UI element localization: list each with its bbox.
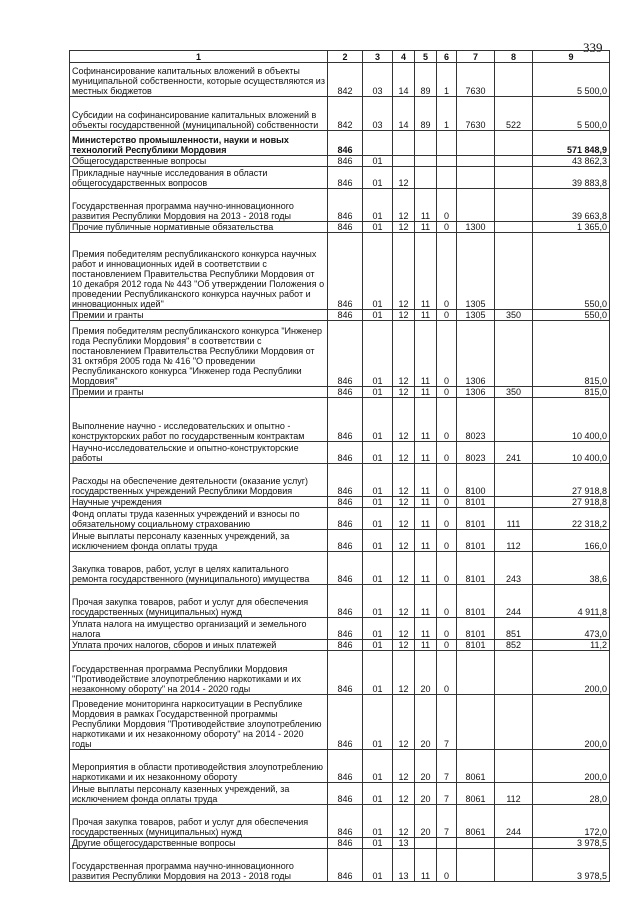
row-description: Софинансирование капитальных вложений в объекты муниципальной собственности, которые осуществляются из местных бюджетов: [70, 63, 328, 97]
subsection-code: 12: [393, 167, 415, 189]
subprogram-code: 0: [437, 398, 457, 442]
expense-type-code: [495, 131, 533, 156]
chapter-code: 846: [328, 497, 363, 508]
subprogram-code: 7: [437, 695, 457, 750]
table-row: [70, 233, 610, 310]
subprogram-code: 0: [437, 640, 457, 651]
article-code: 8101: [457, 530, 495, 552]
subprogram-code: 7: [437, 783, 457, 805]
table-row: [70, 750, 610, 783]
amount: 571 848,9: [533, 131, 610, 156]
subsection-code: 13: [393, 838, 415, 849]
row-description: Иные выплаты персоналу казенных учреждений, за исключением фонда оплаты труда: [70, 530, 328, 552]
article-code: 8100: [457, 464, 495, 497]
chapter-code: 846: [328, 233, 363, 310]
article-code: [457, 167, 495, 189]
program-code: 89: [415, 97, 437, 131]
subsection-code: 12: [393, 310, 415, 321]
amount: 5 500,0: [533, 63, 610, 97]
table-row: [70, 442, 610, 464]
section-code: 01: [363, 156, 393, 167]
table-row: [70, 695, 610, 750]
table-row: [70, 321, 610, 387]
expense-type-code: [495, 167, 533, 189]
program-code: 20: [415, 750, 437, 783]
subprogram-code: 0: [437, 387, 457, 398]
chapter-code: 846: [328, 640, 363, 651]
chapter-code: 846: [328, 530, 363, 552]
subprogram-code: 0: [437, 618, 457, 640]
col-header: 1: [70, 51, 328, 63]
table-row: [70, 640, 610, 651]
expense-type-code: [495, 63, 533, 97]
table-row: [70, 849, 610, 882]
amount: 39 883,8: [533, 167, 610, 189]
expense-type-code: 350: [495, 387, 533, 398]
amount: 473,0: [533, 618, 610, 640]
row-description: Субсидии на софинансирование капитальных вложений в объекты государственной (муниципальной) собственности: [70, 97, 328, 131]
expense-type-code: 852: [495, 640, 533, 651]
article-code: 8101: [457, 497, 495, 508]
amount: 27 918,8: [533, 464, 610, 497]
amount: 200,0: [533, 750, 610, 783]
row-description: Премии и гранты: [70, 387, 328, 398]
table-row: [70, 585, 610, 618]
section-code: 01: [363, 189, 393, 222]
chapter-code: 846: [328, 387, 363, 398]
row-description: Мероприятия в области противодействия злоупотреблению наркотиками и их незаконному обороту: [70, 750, 328, 783]
row-description: Прочая закупка товаров, работ и услуг для обеспечения государственных (муниципальных) нужд: [70, 585, 328, 618]
program-code: [415, 838, 437, 849]
col-header: 9: [533, 51, 610, 63]
row-description: Государственная программа научно-инновационного развития Республики Мордовия на 2013 - 2018 годы: [70, 189, 328, 222]
subsection-code: 12: [393, 508, 415, 530]
col-header: 3: [363, 51, 393, 63]
amount: 200,0: [533, 695, 610, 750]
table-row: [70, 131, 610, 156]
col-header: 4: [393, 51, 415, 63]
amount: 200,0: [533, 651, 610, 695]
table-row: [70, 156, 610, 167]
col-header: 6: [437, 51, 457, 63]
section-code: 01: [363, 640, 393, 651]
row-description: Государственная программа Республики Мордовия "Противодействие злоупотреблению наркотиками и их незаконному обороту" на 2014 - 2020 годы: [70, 651, 328, 695]
col-header: 8: [495, 51, 533, 63]
row-description: Общегосударственные вопросы: [70, 156, 328, 167]
program-code: 11: [415, 508, 437, 530]
program-code: 20: [415, 783, 437, 805]
article-code: 8101: [457, 640, 495, 651]
program-code: 11: [415, 618, 437, 640]
subsection-code: 12: [393, 222, 415, 233]
amount: 550,0: [533, 310, 610, 321]
article-code: [457, 131, 495, 156]
article-code: 8101: [457, 508, 495, 530]
subsection-code: 14: [393, 97, 415, 131]
subsection-code: 12: [393, 618, 415, 640]
article-code: 8023: [457, 398, 495, 442]
expense-type-code: [495, 750, 533, 783]
col-header: 7: [457, 51, 495, 63]
table-row: [70, 552, 610, 585]
subsection-code: 12: [393, 750, 415, 783]
section-code: 01: [363, 464, 393, 497]
subsection-code: 14: [393, 63, 415, 97]
expense-type-code: 522: [495, 97, 533, 131]
subsection-code: 12: [393, 783, 415, 805]
section-code: 01: [363, 167, 393, 189]
section-code: 01: [363, 805, 393, 838]
subsection-code: 12: [393, 695, 415, 750]
chapter-code: 846: [328, 838, 363, 849]
table-row: [70, 508, 610, 530]
program-code: [415, 131, 437, 156]
section-code: 03: [363, 97, 393, 131]
amount: 10 400,0: [533, 398, 610, 442]
section-code: 01: [363, 783, 393, 805]
expense-type-code: [495, 651, 533, 695]
subprogram-code: 0: [437, 651, 457, 695]
program-code: 11: [415, 222, 437, 233]
chapter-code: 846: [328, 189, 363, 222]
budget-table: [69, 50, 610, 882]
amount: 22 318,2: [533, 508, 610, 530]
article-code: [457, 156, 495, 167]
table-row: [70, 464, 610, 497]
subsection-code: 12: [393, 233, 415, 310]
article-code: [457, 838, 495, 849]
section-code: 01: [363, 695, 393, 750]
section-code: 01: [363, 651, 393, 695]
subprogram-code: 1: [437, 97, 457, 131]
program-code: 11: [415, 189, 437, 222]
section-code: 01: [363, 618, 393, 640]
subprogram-code: [437, 838, 457, 849]
row-description: Прикладные научные исследования в области общегосударственных вопросов: [70, 167, 328, 189]
article-code: 8101: [457, 585, 495, 618]
row-description: Другие общегосударственные вопросы: [70, 838, 328, 849]
expense-type-code: [495, 222, 533, 233]
article-code: 1305: [457, 310, 495, 321]
subprogram-code: 0: [437, 497, 457, 508]
chapter-code: 846: [328, 805, 363, 838]
article-code: 8101: [457, 552, 495, 585]
section-code: 01: [363, 310, 393, 321]
amount: 39 663,8: [533, 189, 610, 222]
section-code: 01: [363, 585, 393, 618]
program-code: 11: [415, 497, 437, 508]
section-code: 01: [363, 398, 393, 442]
table-row: [70, 97, 610, 131]
subprogram-code: 0: [437, 310, 457, 321]
section-code: 01: [363, 508, 393, 530]
amount: 11,2: [533, 640, 610, 651]
subprogram-code: 0: [437, 464, 457, 497]
subsection-code: 12: [393, 585, 415, 618]
row-description: Прочая закупка товаров, работ и услуг для обеспечения государственных (муниципальных) нужд: [70, 805, 328, 838]
chapter-code: 846: [328, 321, 363, 387]
expense-type-code: [495, 156, 533, 167]
subsection-code: 12: [393, 398, 415, 442]
section-code: 01: [363, 321, 393, 387]
amount: 1 365,0: [533, 222, 610, 233]
expense-type-code: [495, 695, 533, 750]
row-description: Расходы на обеспечение деятельности (оказание услуг) государственных учреждений Республики Мордовия: [70, 464, 328, 497]
subsection-code: 12: [393, 189, 415, 222]
program-code: 11: [415, 442, 437, 464]
subprogram-code: 0: [437, 233, 457, 310]
chapter-code: 846: [328, 552, 363, 585]
section-code: 01: [363, 442, 393, 464]
row-description: Премия победителям республиканского конкурса "Инженер года Республики Мордовия" в соответствии с постановлением Правительства Республики Мордовия от 31 октября 2005 года № 416 "О проведении Республиканского конкурса "Инженер года Республики Мордовия": [70, 321, 328, 387]
chapter-code: 846: [328, 585, 363, 618]
subprogram-code: 0: [437, 222, 457, 233]
amount: 815,0: [533, 387, 610, 398]
section-code: 01: [363, 750, 393, 783]
program-code: 11: [415, 233, 437, 310]
table-row: [70, 63, 610, 97]
subprogram-code: [437, 167, 457, 189]
article-code: 1306: [457, 321, 495, 387]
subprogram-code: [437, 156, 457, 167]
chapter-code: 846: [328, 310, 363, 321]
program-code: 89: [415, 63, 437, 97]
amount: 28,0: [533, 783, 610, 805]
subprogram-code: 0: [437, 585, 457, 618]
section-code: 01: [363, 849, 393, 882]
expense-type-code: [495, 497, 533, 508]
subsection-code: 12: [393, 651, 415, 695]
amount: 3 978,5: [533, 838, 610, 849]
chapter-code: 846: [328, 156, 363, 167]
expense-type-code: 851: [495, 618, 533, 640]
article-code: [457, 651, 495, 695]
amount: 166,0: [533, 530, 610, 552]
program-code: 11: [415, 849, 437, 882]
article-code: 8061: [457, 750, 495, 783]
col-header: 5: [415, 51, 437, 63]
chapter-code: 846: [328, 442, 363, 464]
chapter-code: 846: [328, 783, 363, 805]
program-code: 11: [415, 398, 437, 442]
amount: 43 862,3: [533, 156, 610, 167]
row-description: Уплата прочих налогов, сборов и иных платежей: [70, 640, 328, 651]
table-row: [70, 310, 610, 321]
article-code: [457, 189, 495, 222]
table-row: [70, 222, 610, 233]
program-code: 20: [415, 695, 437, 750]
program-code: 20: [415, 651, 437, 695]
program-code: 20: [415, 805, 437, 838]
chapter-code: 846: [328, 618, 363, 640]
program-code: 11: [415, 464, 437, 497]
table-row: [70, 805, 610, 838]
section-code: 01: [363, 387, 393, 398]
article-code: [457, 695, 495, 750]
table-row: [70, 497, 610, 508]
section-code: 01: [363, 497, 393, 508]
expense-type-code: 243: [495, 552, 533, 585]
subprogram-code: 0: [437, 442, 457, 464]
subsection-code: 12: [393, 805, 415, 838]
article-code: 1300: [457, 222, 495, 233]
table-row: [70, 167, 610, 189]
expense-type-code: [495, 189, 533, 222]
amount: 815,0: [533, 321, 610, 387]
row-description: Закупка товаров, работ, услуг в целях капитального ремонта государственного (муниципального) имущества: [70, 552, 328, 585]
row-description: Иные выплаты персоналу казенных учреждений, за исключением фонда оплаты труда: [70, 783, 328, 805]
header-row: [70, 51, 610, 63]
expense-type-code: 111: [495, 508, 533, 530]
subprogram-code: 0: [437, 321, 457, 387]
chapter-code: 846: [328, 508, 363, 530]
article-code: 8061: [457, 805, 495, 838]
subprogram-code: 0: [437, 508, 457, 530]
program-code: 11: [415, 552, 437, 585]
subsection-code: 12: [393, 464, 415, 497]
expense-type-code: 244: [495, 805, 533, 838]
expense-type-code: 350: [495, 310, 533, 321]
section-code: 03: [363, 63, 393, 97]
page-number: 339: [583, 40, 603, 55]
row-description: Фонд оплаты труда казенных учреждений и взносы по обязательному социальному страхованию: [70, 508, 328, 530]
chapter-code: 846: [328, 131, 363, 156]
expense-type-code: 241: [495, 442, 533, 464]
subprogram-code: 7: [437, 805, 457, 838]
expense-type-code: [495, 838, 533, 849]
section-code: 01: [363, 552, 393, 585]
article-code: [457, 849, 495, 882]
article-code: 1305: [457, 233, 495, 310]
subprogram-code: 0: [437, 552, 457, 585]
row-description: Научные учреждения: [70, 497, 328, 508]
amount: 10 400,0: [533, 442, 610, 464]
article-code: 8061: [457, 783, 495, 805]
amount: 172,0: [533, 805, 610, 838]
subprogram-code: 0: [437, 530, 457, 552]
expense-type-code: 112: [495, 530, 533, 552]
article-code: 1306: [457, 387, 495, 398]
row-description: Проведение мониторинга наркоситуации в Республике Мордовия в рамках Государственной программы Республики Мордовия "Противодействие злоупотреблению наркотиками и их незаконному обороту" на 2014 - 2020 годы: [70, 695, 328, 750]
amount: 550,0: [533, 233, 610, 310]
row-description: Выполнение научно - исследовательских и опытно - конструкторских работ по государственным контрактам: [70, 398, 328, 442]
expense-type-code: [495, 321, 533, 387]
amount: 3 978,5: [533, 849, 610, 882]
chapter-code: 842: [328, 97, 363, 131]
amount: 5 500,0: [533, 97, 610, 131]
amount: 27 918,8: [533, 497, 610, 508]
row-description: Уплата налога на имущество организаций и земельного налога: [70, 618, 328, 640]
amount: 4 911,8: [533, 585, 610, 618]
program-code: [415, 156, 437, 167]
program-code: 11: [415, 585, 437, 618]
subsection-code: [393, 131, 415, 156]
expense-type-code: [495, 233, 533, 310]
subsection-code: 12: [393, 321, 415, 387]
chapter-code: 846: [328, 651, 363, 695]
subprogram-code: 0: [437, 189, 457, 222]
subprogram-code: [437, 131, 457, 156]
expense-type-code: 112: [495, 783, 533, 805]
table-row: [70, 651, 610, 695]
expense-type-code: 244: [495, 585, 533, 618]
article-code: 7630: [457, 97, 495, 131]
section-code: 01: [363, 222, 393, 233]
expense-type-code: [495, 464, 533, 497]
table-row: [70, 189, 610, 222]
row-description: Прочие публичные нормативные обязательства: [70, 222, 328, 233]
section-code: 01: [363, 838, 393, 849]
subsection-code: 12: [393, 497, 415, 508]
table-row: [70, 530, 610, 552]
chapter-code: 846: [328, 464, 363, 497]
article-code: 7630: [457, 63, 495, 97]
chapter-code: 846: [328, 222, 363, 233]
subsection-code: 12: [393, 442, 415, 464]
program-code: 11: [415, 310, 437, 321]
subsection-code: 12: [393, 387, 415, 398]
program-code: [415, 167, 437, 189]
chapter-code: 842: [328, 63, 363, 97]
section-code: [363, 131, 393, 156]
table-row: [70, 398, 610, 442]
program-code: 11: [415, 321, 437, 387]
subsection-code: 12: [393, 530, 415, 552]
subsection-code: [393, 156, 415, 167]
subprogram-code: 0: [437, 849, 457, 882]
chapter-code: 846: [328, 398, 363, 442]
section-code: 01: [363, 530, 393, 552]
table-row: [70, 618, 610, 640]
chapter-code: 846: [328, 695, 363, 750]
article-code: 8023: [457, 442, 495, 464]
row-description: Министерство промышленности, науки и новых технологий Республики Мордовия: [70, 131, 328, 156]
table-row: [70, 387, 610, 398]
program-code: 11: [415, 387, 437, 398]
section-code: 01: [363, 233, 393, 310]
program-code: 11: [415, 640, 437, 651]
chapter-code: 846: [328, 849, 363, 882]
subprogram-code: 7: [437, 750, 457, 783]
chapter-code: 846: [328, 167, 363, 189]
subsection-code: 13: [393, 849, 415, 882]
col-header: 2: [328, 51, 363, 63]
subsection-code: 12: [393, 552, 415, 585]
subsection-code: 12: [393, 640, 415, 651]
amount: 38,6: [533, 552, 610, 585]
expense-type-code: [495, 398, 533, 442]
expense-type-code: [495, 849, 533, 882]
chapter-code: 846: [328, 750, 363, 783]
program-code: 11: [415, 530, 437, 552]
row-description: Премии и гранты: [70, 310, 328, 321]
table-row: [70, 783, 610, 805]
article-code: 8101: [457, 618, 495, 640]
subprogram-code: 1: [437, 63, 457, 97]
row-description: Научно-исследовательские и опытно-конструкторские работы: [70, 442, 328, 464]
row-description: Премия победителям республиканского конкурса научных работ и инновационных идей в соответствии с постановлением Правительства Республики Мордовия от 10 декабря 2012 года № 443 "Об утверждении Положения о проведении Республиканского конкурса научных работ и инновационных идей": [70, 233, 328, 310]
row-description: Государственная программа научно-инновационного развития Республики Мордовия на 2013 - 2018 годы: [70, 849, 328, 882]
table-row: [70, 838, 610, 849]
